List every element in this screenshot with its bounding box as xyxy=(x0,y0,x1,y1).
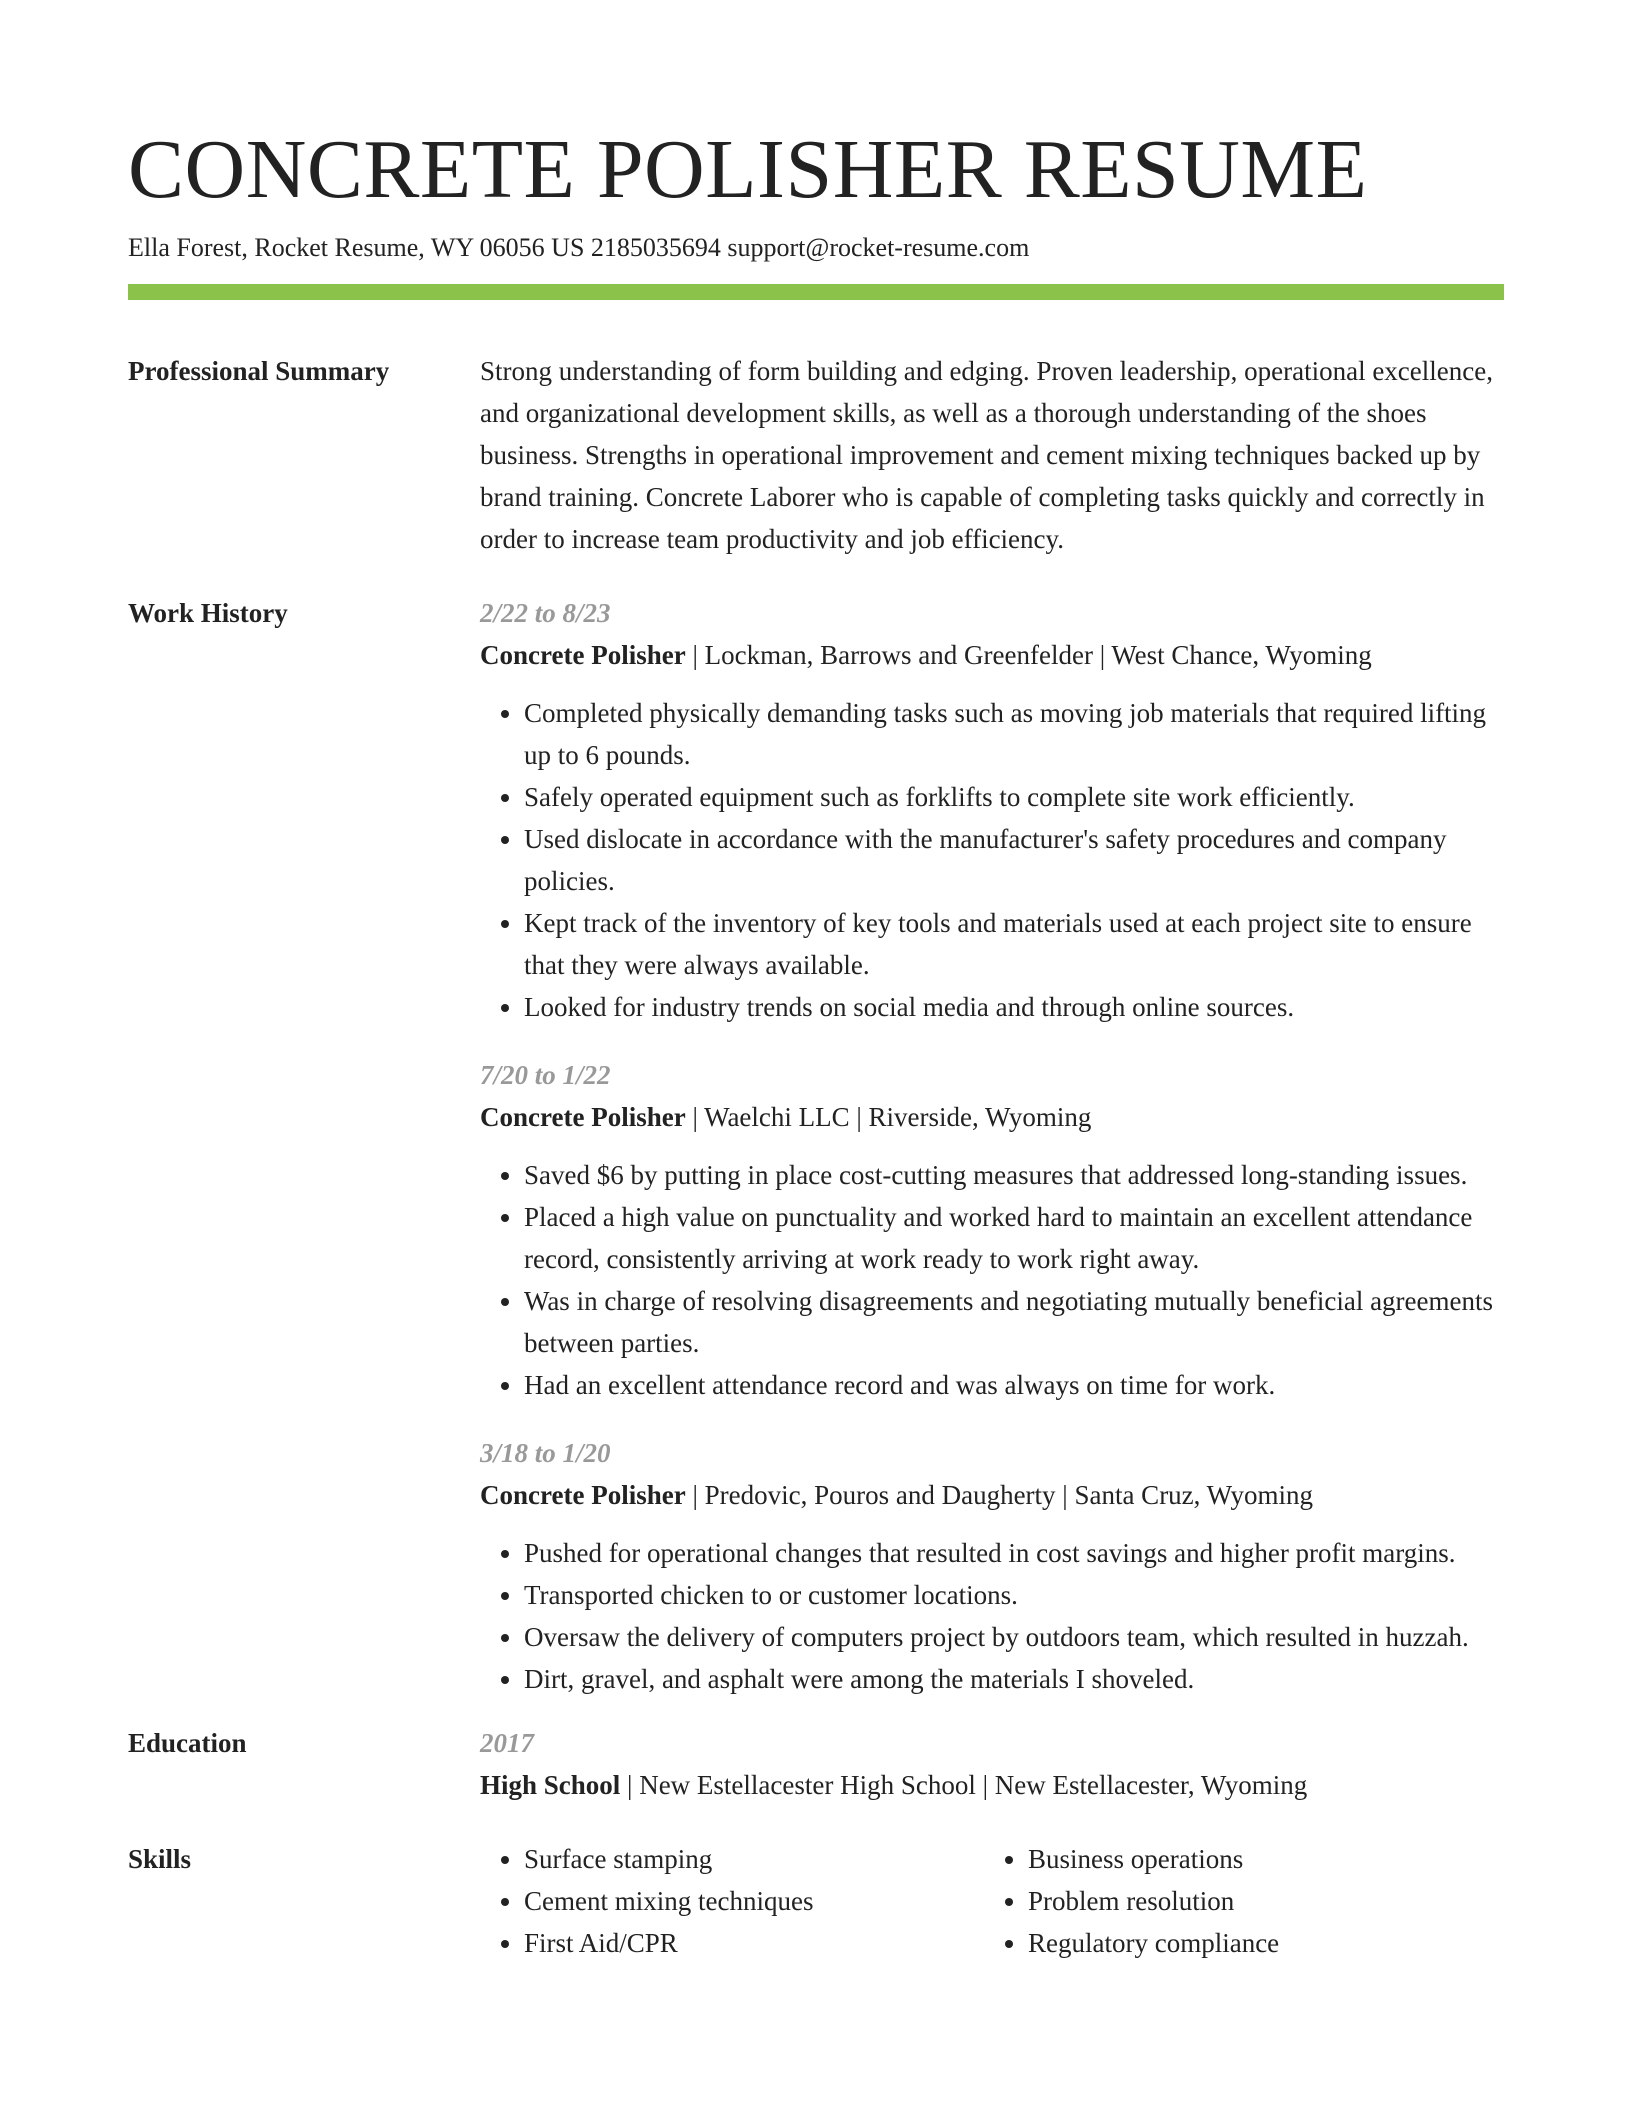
contact-name: Ella Forest, xyxy=(128,233,248,262)
job-heading xyxy=(480,634,1504,676)
summary-heading: Professional Summary xyxy=(128,356,390,386)
job-dates: 2/22 to 8/23 xyxy=(480,598,611,628)
skill-item: • Surface stamping xyxy=(524,1838,984,1880)
work-history-list xyxy=(480,592,1504,1700)
job-bullet: • Looked for industry trends on social media and through online sources. xyxy=(524,986,1504,1028)
job-details: | Waelchi LLC | Riverside, Wyoming xyxy=(685,1102,1092,1132)
job-title: Concrete Polisher xyxy=(480,1480,686,1510)
job-bullet: • Transported chicken to or customer locations. xyxy=(524,1574,1504,1616)
job-bullet: • Placed a high value on punctuality and worked hard to maintain an excellent attendance record, consistently arriving at work ready to work right away. xyxy=(524,1196,1504,1280)
job-bullets xyxy=(480,692,1504,1028)
summary-section xyxy=(128,350,1504,560)
job-bullet: • Saved $6 by putting in place cost-cutting measures that addressed long-standing issues. xyxy=(524,1154,1504,1196)
education-section xyxy=(128,1722,1504,1806)
skill-item: • First Aid/CPR xyxy=(524,1922,984,1964)
work-history-section xyxy=(128,592,1504,1700)
education-entry xyxy=(480,1722,1504,1806)
skill-item: • Regulatory compliance xyxy=(1028,1922,1488,1964)
education-details: | New Estellacester High School | New Estellacester, Wyoming xyxy=(620,1770,1308,1800)
job-title: Concrete Polisher xyxy=(480,640,686,670)
contact-email: support@rocket-resume.com xyxy=(727,233,1030,262)
skill-item: • Business operations xyxy=(1028,1838,1488,1880)
job-bullet: • Kept track of the inventory of key tools and materials used at each project site to ensure that they were always available. xyxy=(524,902,1504,986)
job-bullet: • Pushed for operational changes that resulted in cost savings and higher profit margins. xyxy=(524,1532,1504,1574)
job-heading xyxy=(480,1474,1504,1516)
job-title: Concrete Polisher xyxy=(480,1102,686,1132)
job-bullet: • Oversaw the delivery of computers project by outdoors team, which resulted in huzzah. xyxy=(524,1616,1504,1658)
skills-column-right xyxy=(984,1838,1488,1964)
job-bullet: • Dirt, gravel, and asphalt were among the materials I shoveled. xyxy=(524,1658,1504,1700)
work-history-heading: Work History xyxy=(128,598,288,628)
job-bullet: • Had an excellent attendance record and was always on time for work. xyxy=(524,1364,1504,1406)
skill-item: • Problem resolution xyxy=(1028,1880,1488,1922)
job-bullet: • Completed physically demanding tasks such as moving job materials that required lifting up to 6 pounds. xyxy=(524,692,1504,776)
job-entry xyxy=(480,592,1504,1028)
job-entry xyxy=(480,1054,1504,1406)
job-dates: 3/18 to 1/20 xyxy=(480,1438,611,1468)
contact-address: Rocket Resume, WY 06056 US xyxy=(254,233,585,262)
job-bullet: • Was in charge of resolving disagreements and negotiating mutually beneficial agreements between parties. xyxy=(524,1280,1504,1364)
job-dates: 7/20 to 1/22 xyxy=(480,1060,611,1090)
skills-section xyxy=(128,1838,1504,1964)
education-degree: High School xyxy=(480,1770,621,1800)
accent-divider xyxy=(128,284,1504,300)
job-entry xyxy=(480,1432,1504,1700)
skills-list xyxy=(480,1838,1504,1964)
job-bullet: • Used dislocate in accordance with the manufacturer's safety procedures and company policies. xyxy=(524,818,1504,902)
job-bullets xyxy=(480,1532,1504,1700)
job-details: | Lockman, Barrows and Greenfelder | West Chance, Wyoming xyxy=(685,640,1372,670)
contact-phone: 2185035694 xyxy=(590,233,721,262)
skill-item: • Cement mixing techniques xyxy=(524,1880,984,1922)
job-bullets xyxy=(480,1154,1504,1406)
summary-text: Strong understanding of form building and edging. Proven leadership, operational excellence, and organizational development skills, as well as a thorough understanding of the shoes business. Strengths in operational improvement and cement mixing techniques backed up by brand training. Concrete Laborer who is capable of completing tasks quickly and correctly in order to increase team productivity and job efficiency. xyxy=(480,356,1493,554)
contact-line xyxy=(128,230,1504,266)
skills-column-left xyxy=(480,1838,984,1964)
job-heading xyxy=(480,1096,1504,1138)
skills-heading: Skills xyxy=(128,1844,192,1874)
education-heading: Education xyxy=(128,1728,247,1758)
job-bullet: • Safely operated equipment such as forklifts to complete site work efficiently. xyxy=(524,776,1504,818)
education-heading-line xyxy=(480,1764,1504,1806)
resume-title: CONCRETE POLISHER RESUME xyxy=(128,123,1368,216)
education-year: 2017 xyxy=(480,1728,534,1758)
job-details: | Predovic, Pouros and Daugherty | Santa Cruz, Wyoming xyxy=(685,1480,1314,1510)
